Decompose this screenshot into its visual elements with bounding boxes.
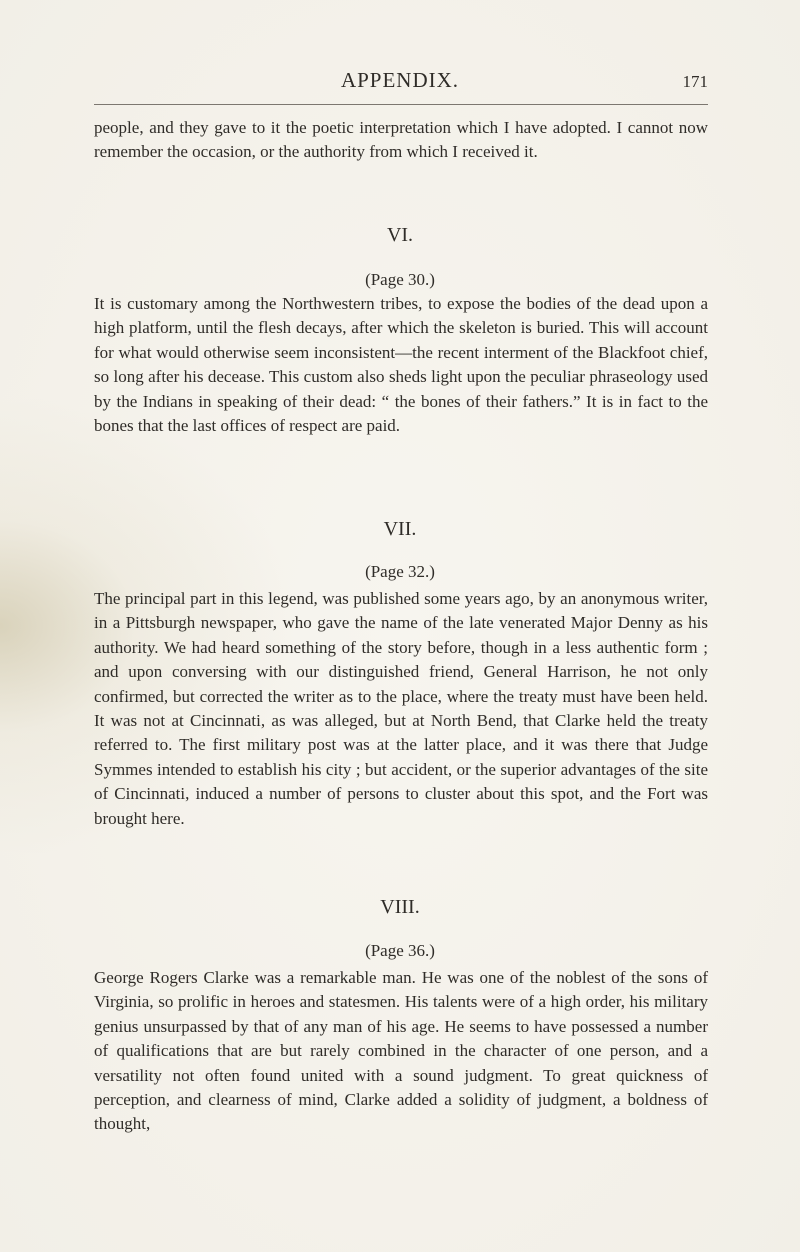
intro-paragraph: people, and they gave to it the poetic interpretation which I have adopted. I cannot now remember the occasion, or the authority from which I received it.	[94, 118, 708, 162]
page-number: 171	[682, 72, 708, 91]
header-rule	[94, 104, 708, 105]
section-text-vi: It is customary among the Northwestern tribes, to expose the bodies of the dead upon a high platform, until the flesh decays, after which the skeleton is buried. This will account for what would otherwise seem inconsistent—the recent interment of the Blackfoot chief, so long after his decease. This custom also sheds light upon the peculiar phraseology used by the Indians in speaking of their dead: “ the bones of their fathers.” It is in fact to the bones that the last offices of respect are paid.	[94, 294, 708, 436]
running-head	[0, 68, 800, 98]
section-page-ref-vi: (Page 30.)	[365, 270, 435, 289]
section-page-ref-viii: (Page 36.)	[365, 941, 435, 960]
running-title: APPENDIX.	[340, 68, 460, 92]
section-numeral-vi: VI.	[386, 224, 414, 246]
section-page-ref-vii: (Page 32.)	[365, 562, 435, 581]
section-numeral-viii: VIII.	[380, 896, 420, 918]
section-numeral-vii: VII.	[383, 518, 417, 540]
section-text-vii: The principal part in this legend, was published some years ago, by an anonymous writer, in a Pittsburgh newspaper, who gave the name of the late venerated Major Denny as his authority. We had heard something of the story before, though in a less authentic form ; and upon conversing with our distinguished friend, General Harrison, he not only confirmed, but corrected the writer as to the place, where the treaty must have been held. It was not at Cincinnati, as was alleged, but at North Bend, that Clarke held the treaty referred to. The first military post was at the latter place, and it was there that Judge Symmes intended to establish his city ; but accident, or the superior advantages of the site of Cincinnati, induced a number of persons to cluster about this spot, and the Fort was brought here.	[94, 589, 708, 828]
section-text-viii: George Rogers Clarke was a remarkable man. He was one of the noblest of the sons of Virginia, so prolific in heroes and statesmen. His talents were of a high order, his military genius unsurpassed by that of any man of his age. He seems to have possessed a number of qualifications that are but rarely combined in the character of one person, and a versatility not often found united with a sound judgment. To great quickness of perception, and clearness of mind, Clarke added a solidity of judgment, a boldness of thought,	[94, 968, 708, 1134]
